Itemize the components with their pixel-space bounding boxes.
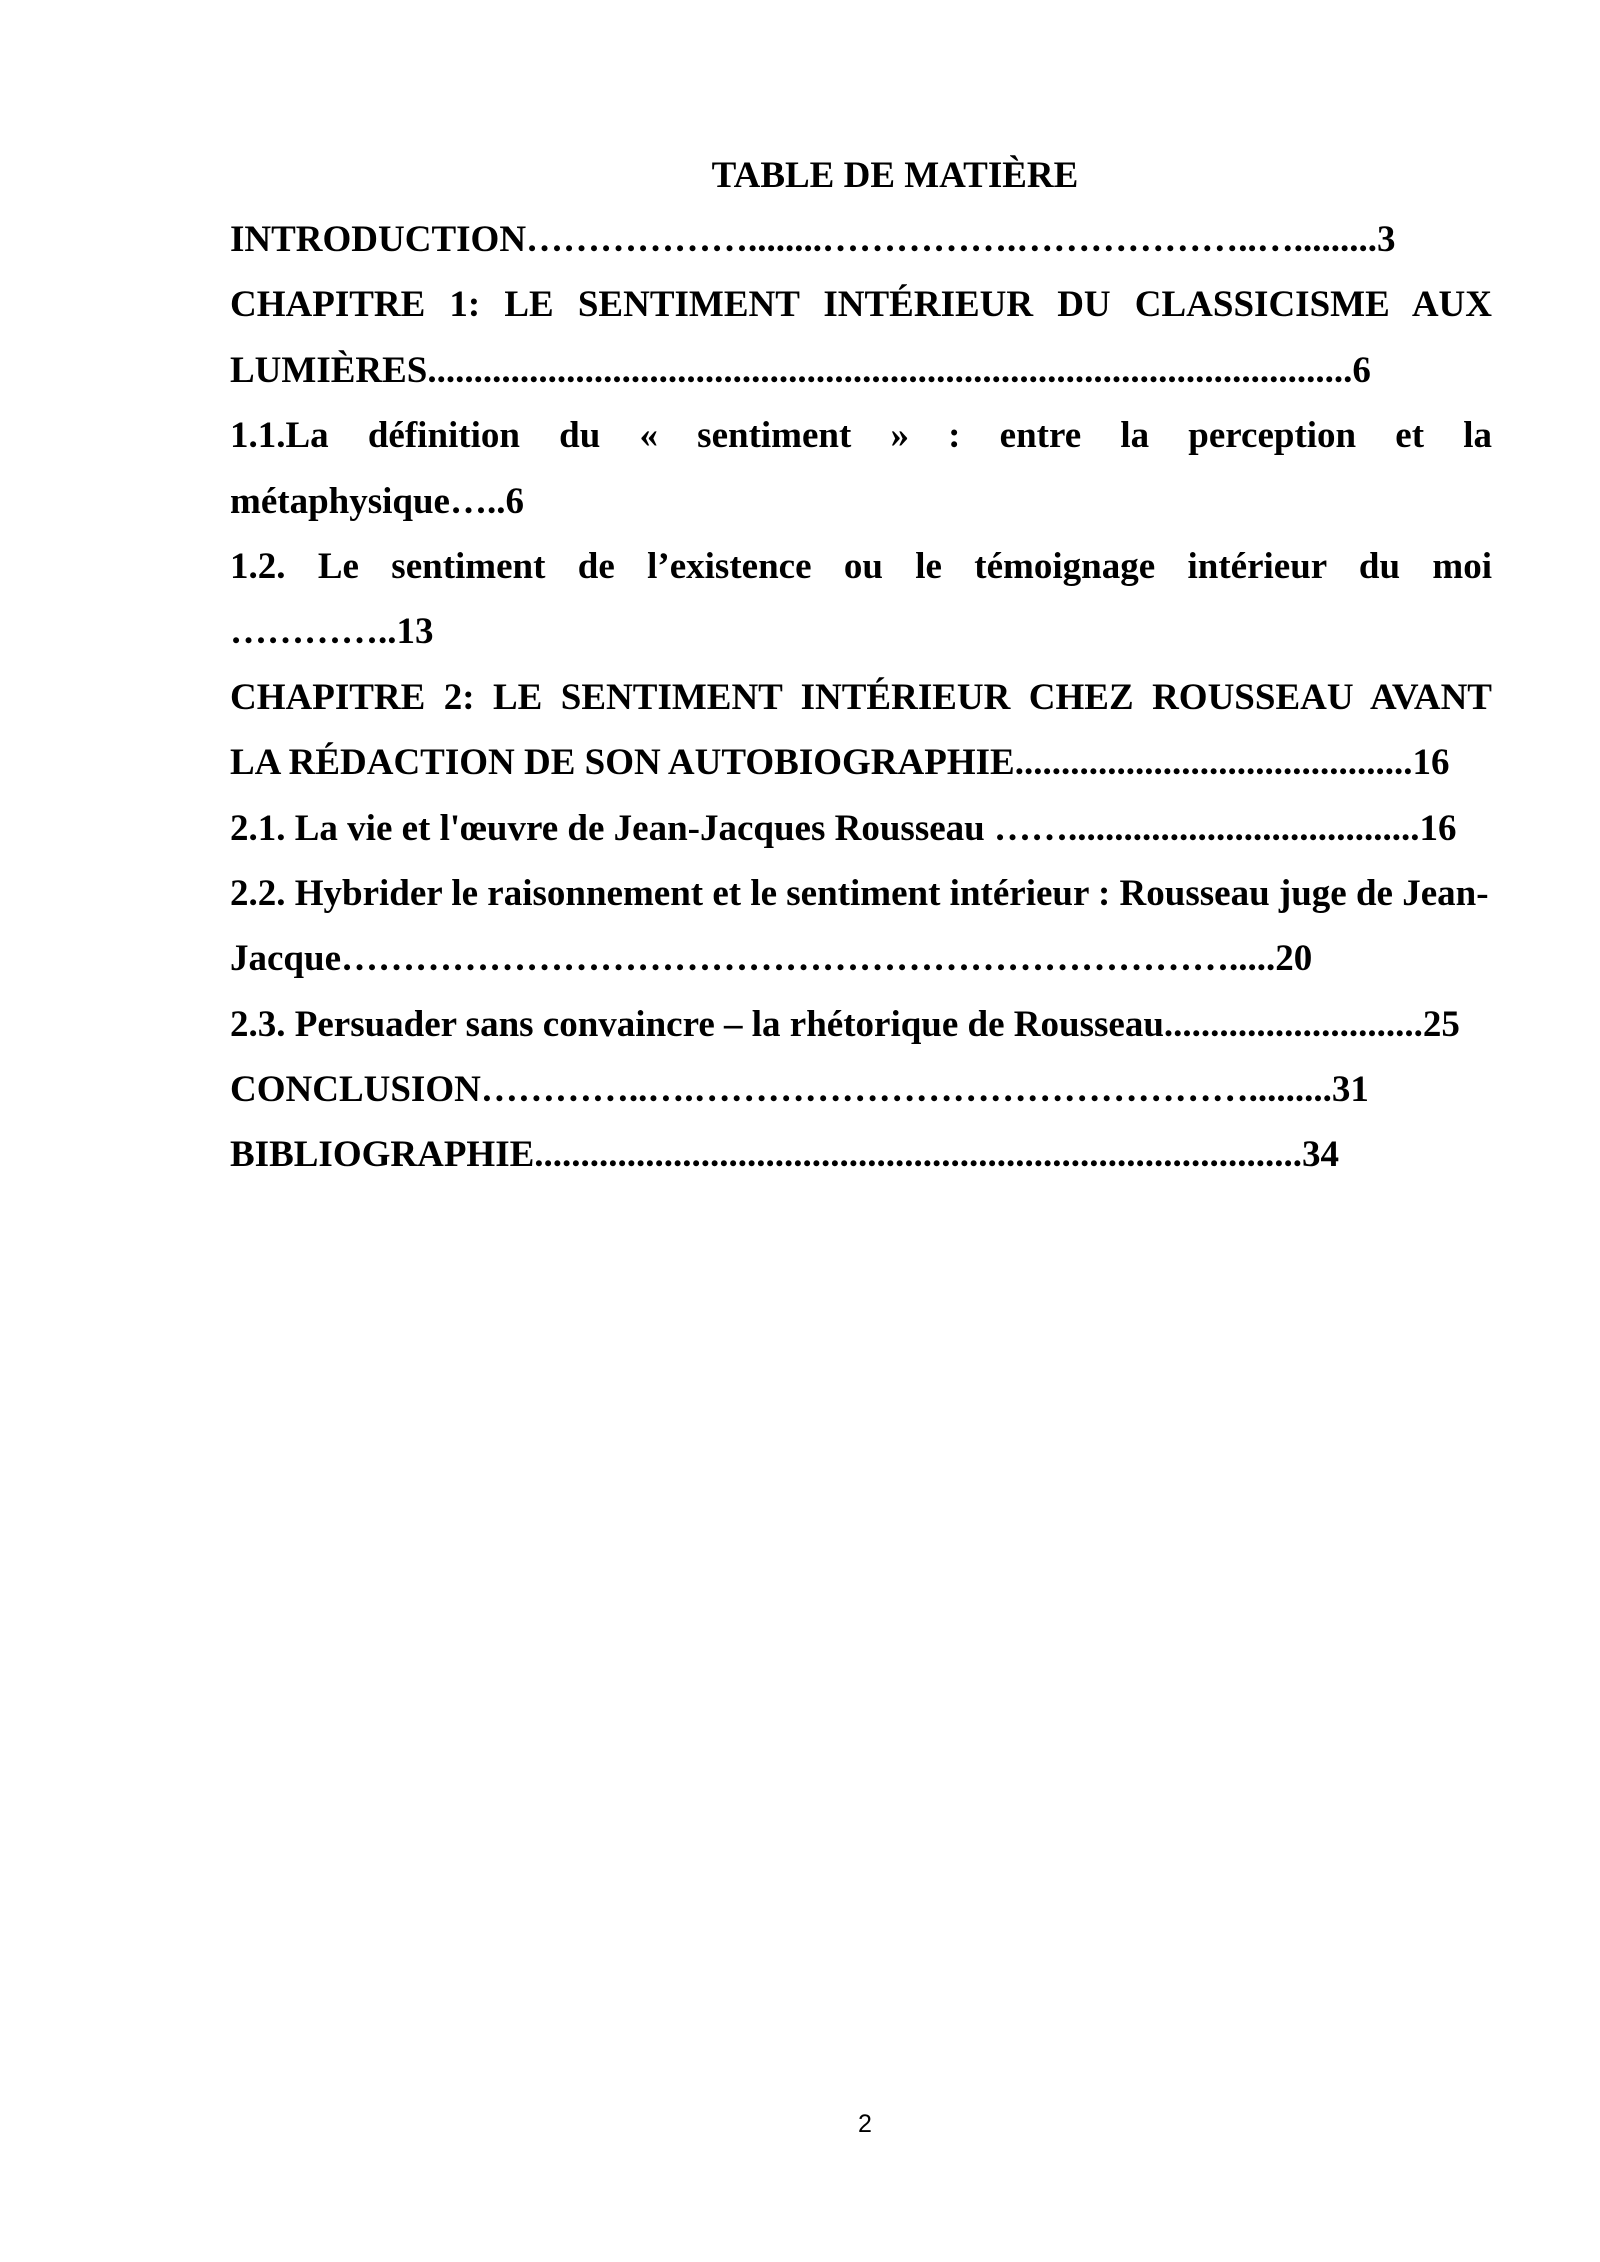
page-number: 2 <box>858 2110 872 2138</box>
toc-entry-bibliography: BIBLIOGRAPHIE...................................................................................34 <box>230 1134 1340 1176</box>
toc-entry-section-1-2: 1.2. Le sentiment de l’existence ou le témoignage intérieur du moi <box>230 545 1492 587</box>
toc-entry-section-2-1: 2.1. La vie et l'œuvre de Jean-Jacques Rousseau ……......................................16 <box>230 807 1457 849</box>
toc-entry-section-2-3: 2.3. Persuader sans convaincre – la rhétorique de Rousseau............................25 <box>230 1003 1460 1045</box>
toc-entry-section-1-2-continued: …………..13 <box>230 611 434 653</box>
toc-entry-introduction: INTRODUCTION………………........…………….………………..….........3 <box>230 219 1396 260</box>
toc-entry-chapter-2: CHAPITRE 2: LE SENTIMENT INTÉRIEUR CHEZ ROUSSEAU AVANT <box>230 676 1492 718</box>
toc-entry-chapter-2-continued: LA RÉDACTION DE SON AUTOBIOGRAPHIE...........................................16 <box>230 742 1450 784</box>
toc-title: TABLE DE MATIÈRE <box>711 155 1079 196</box>
toc-entry-chapter-1: CHAPITRE 1: LE SENTIMENT INTÉRIEUR DU CLASSICISME AUX <box>230 284 1492 326</box>
toc-entry-conclusion: CONCLUSION…………..….……………………………………….........31 <box>230 1069 1369 1111</box>
toc-entry-chapter-1-continued: LUMIÈRES....................................................................................................6 <box>230 349 1371 391</box>
table-of-contents <box>230 207 1492 1188</box>
toc-entry-section-1-1-continued: métaphysique…..6 <box>230 480 524 522</box>
toc-entry-section-1-1: 1.1.La définition du « sentiment » : entre la perception et la <box>230 415 1492 457</box>
toc-entry-section-2-2: 2.2. Hybrider le raisonnement et le sentiment intérieur : Rousseau juge de Jean- <box>230 872 1489 914</box>
toc-entry-section-2-2-continued: Jacque……………………………………………………………….....20 <box>230 938 1313 980</box>
